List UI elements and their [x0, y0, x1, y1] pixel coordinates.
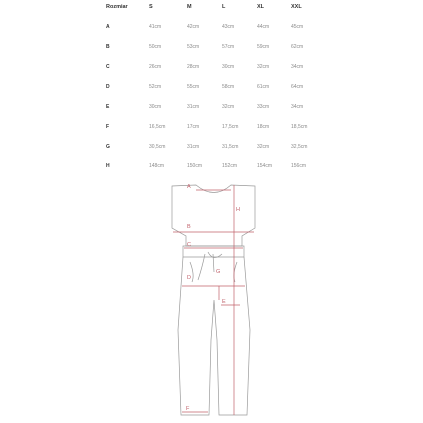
measurement-lines — [173, 185, 254, 415]
cell-value: 32cm — [222, 104, 235, 110]
label-h: H — [236, 207, 240, 213]
label-a: A — [187, 184, 191, 190]
cell-value: 148cm — [149, 163, 165, 169]
cell-value: 31cm — [187, 144, 200, 150]
cell-value: 30cm — [222, 64, 235, 70]
row-label: D — [106, 84, 110, 90]
cell-value: 30cm — [149, 104, 162, 110]
belt-tie — [198, 252, 222, 280]
cell-value: 28cm — [187, 64, 200, 70]
cell-value: 34cm — [291, 64, 304, 70]
cell-value: 32cm — [257, 64, 270, 70]
cell-value: 62cm — [291, 44, 304, 50]
cell-value: 17,5cm — [222, 124, 239, 130]
cell-value: 32cm — [257, 144, 270, 150]
label-f: F — [186, 406, 190, 412]
label-d: D — [187, 275, 191, 281]
jumpsuit-outline — [172, 185, 255, 415]
measurement-labels — [186, 184, 240, 412]
cell-value: 64cm — [291, 84, 304, 90]
header-size-xxl: XXL — [291, 4, 302, 10]
header-size-s: S — [149, 4, 153, 10]
row-label: E — [106, 104, 110, 110]
header-rozmiar: Rozmiar — [106, 4, 128, 10]
cell-value: 33cm — [257, 104, 270, 110]
cell-value: 61cm — [257, 84, 270, 90]
cell-value: 17cm — [187, 124, 200, 130]
label-b: B — [187, 224, 191, 230]
cell-value: 44cm — [257, 24, 270, 30]
cell-value: 41cm — [149, 24, 162, 30]
cell-value: 26cm — [149, 64, 162, 70]
cell-value: 42cm — [187, 24, 200, 30]
cell-value: 34cm — [291, 104, 304, 110]
cell-value: 31cm — [187, 104, 200, 110]
cell-value: 18cm — [257, 124, 270, 130]
row-label: A — [106, 24, 110, 30]
cell-value: 52cm — [149, 84, 162, 90]
label-g: G — [216, 269, 221, 275]
label-e: E — [222, 299, 226, 305]
header-size-m: M — [187, 4, 192, 10]
cell-value: 30,5cm — [149, 144, 166, 150]
cell-value: 154cm — [257, 163, 273, 169]
cell-value: 50cm — [149, 44, 162, 50]
cell-value: 43cm — [222, 24, 235, 30]
row-label: H — [106, 163, 110, 169]
row-label: C — [106, 64, 110, 70]
cell-value: 45cm — [291, 24, 304, 30]
cell-value: 156cm — [291, 163, 307, 169]
cell-value: 18,5cm — [291, 124, 308, 130]
cell-value: 59cm — [257, 44, 270, 50]
cell-value: 150cm — [187, 163, 203, 169]
cell-value: 152cm — [222, 163, 238, 169]
cell-value: 53cm — [187, 44, 200, 50]
cell-value: 16,5cm — [149, 124, 166, 130]
label-c: C — [187, 242, 191, 248]
header-size-xl: XL — [257, 4, 265, 10]
cell-value: 32,5cm — [291, 144, 308, 150]
cell-value: 58cm — [222, 84, 235, 90]
row-label: F — [106, 124, 110, 130]
header-size-l: L — [222, 4, 226, 10]
row-label: B — [106, 44, 110, 50]
cell-value: 55cm — [187, 84, 200, 90]
cell-value: 31,5cm — [222, 144, 239, 150]
cell-value: 57cm — [222, 44, 235, 50]
row-label: G — [106, 144, 110, 150]
bodice-outline — [172, 185, 255, 246]
